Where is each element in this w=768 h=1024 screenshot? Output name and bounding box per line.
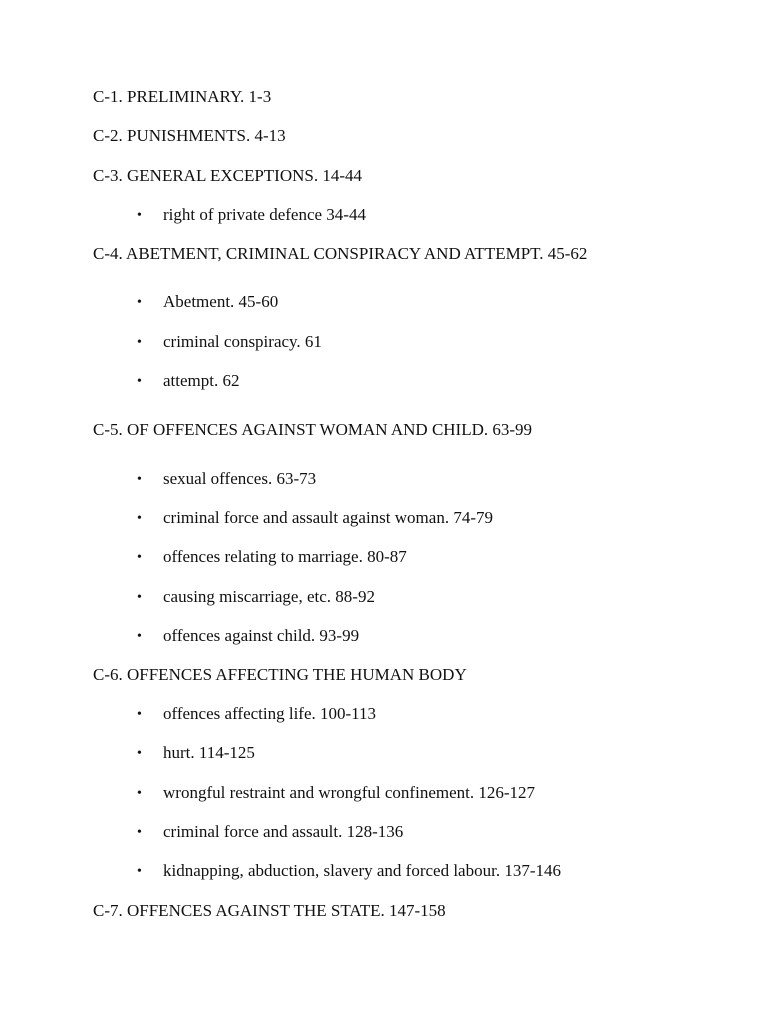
bullet-icon: •	[137, 550, 142, 565]
list-item	[137, 743, 255, 764]
chapter-heading-c3: C-3. GENERAL EXCEPTIONS. 14-44	[93, 166, 362, 185]
list-item	[137, 626, 359, 647]
chapter-heading-c4: C-4. ABETMENT, CRIMINAL CONSPIRACY AND ATTEMPT. 45-62	[93, 244, 588, 263]
list-item-label: offences relating to marriage. 80-87	[163, 547, 407, 566]
bullet-icon: •	[137, 864, 142, 879]
list-item	[137, 205, 366, 226]
bullet-icon: •	[137, 472, 142, 487]
list-item	[137, 822, 403, 843]
list-item	[137, 861, 561, 882]
list-item-label: sexual offences. 63-73	[163, 469, 317, 488]
bullet-icon: •	[137, 335, 142, 350]
list-item	[137, 469, 316, 490]
bullet-icon: •	[137, 374, 142, 389]
list-item	[137, 371, 239, 392]
list-item-label: criminal force and assault. 128-136	[163, 822, 404, 841]
list-item	[137, 783, 535, 804]
list-item-label: offences against child. 93-99	[163, 626, 360, 645]
list-item-label: offences affecting life. 100-113	[163, 704, 377, 723]
list-item-label: kidnapping, abduction, slavery and forced labour. 137-146	[163, 861, 561, 880]
list-item-label: criminal force and assault against woman. 74-79	[163, 508, 493, 527]
chapter-heading-c6: C-6. OFFENCES AFFECTING THE HUMAN BODY	[93, 665, 467, 684]
bullet-icon: •	[137, 825, 142, 840]
list-item	[137, 292, 278, 313]
bullet-icon: •	[137, 629, 142, 644]
chapter-heading-c5: C-5. OF OFFENCES AGAINST WOMAN AND CHILD. 63-99	[93, 420, 533, 439]
bullet-icon: •	[137, 590, 142, 605]
list-item-label: right of private defence 34-44	[163, 205, 366, 224]
list-item-label: causing miscarriage, etc. 88-92	[163, 587, 375, 606]
chapter-heading-c1: C-1. PRELIMINARY. 1-3	[93, 87, 272, 106]
bullet-icon: •	[137, 295, 142, 310]
list-item-label: Abetment. 45-60	[163, 292, 279, 311]
bullet-icon: •	[137, 511, 142, 526]
bullet-icon: •	[137, 746, 142, 761]
list-item-label: wrongful restraint and wrongful confinement. 126-127	[163, 783, 536, 802]
chapter-heading-c2: C-2. PUNISHMENTS. 4-13	[93, 126, 286, 145]
bullet-icon: •	[137, 707, 142, 722]
list-item-label: criminal conspiracy. 61	[163, 332, 322, 351]
list-item	[137, 332, 322, 353]
list-item-label: hurt. 114-125	[163, 743, 255, 762]
bullet-icon: •	[137, 208, 142, 223]
list-item	[137, 587, 375, 608]
list-item	[137, 508, 493, 529]
list-item-label: attempt. 62	[163, 371, 240, 390]
list-item	[137, 547, 407, 568]
list-item	[137, 704, 376, 725]
bullet-icon: •	[137, 786, 142, 801]
chapter-heading-c7: C-7. OFFENCES AGAINST THE STATE. 147-158	[93, 901, 446, 920]
